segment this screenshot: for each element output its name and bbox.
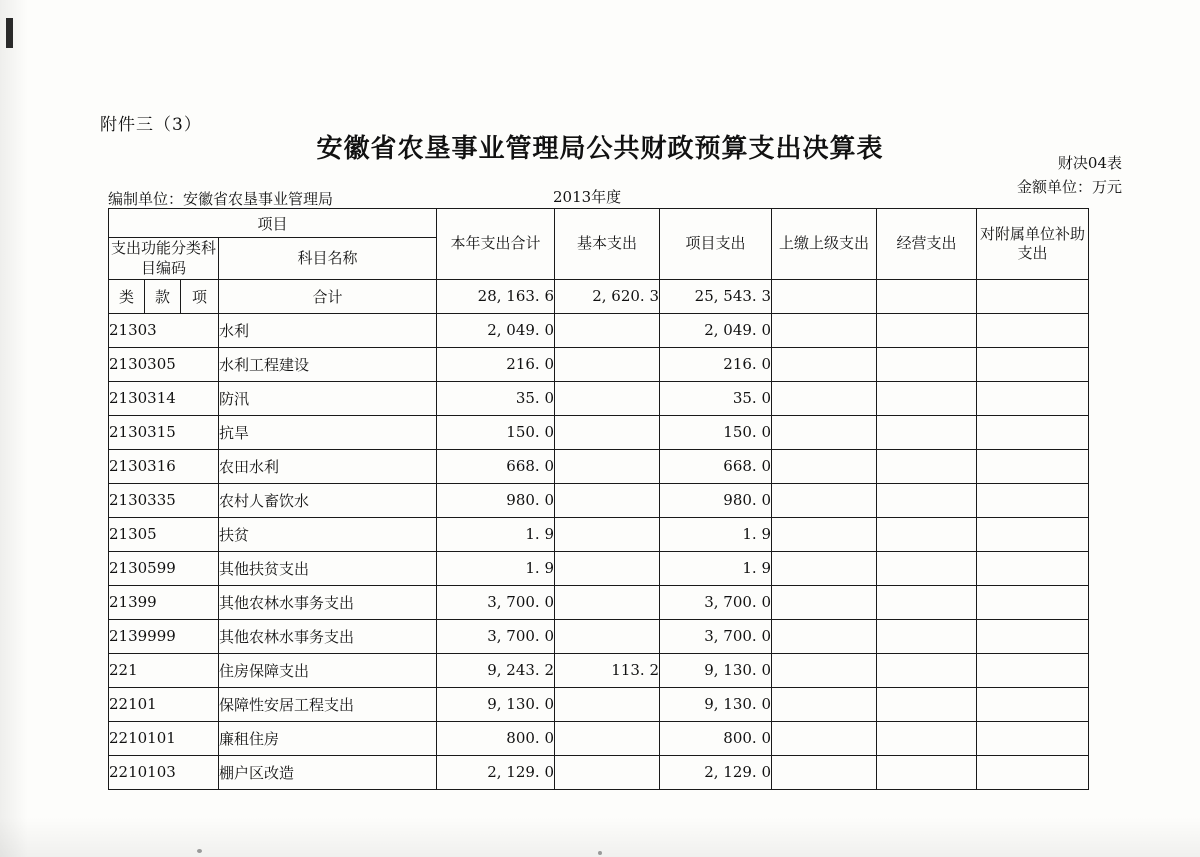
row-project: 150. 0 — [660, 415, 772, 449]
row-upper — [772, 551, 877, 585]
row-subsidy — [977, 415, 1089, 449]
row-basic — [555, 721, 660, 755]
row-subject-name: 保障性安居工程支出 — [219, 687, 437, 721]
attachment-label: 附件三（3） — [100, 115, 202, 135]
row-year-total: 9, 243. 2 — [437, 653, 555, 687]
row-operating — [877, 721, 977, 755]
row-year-total: 800. 0 — [437, 721, 555, 755]
row-subject-name: 防汛 — [219, 381, 437, 415]
row-project: 1. 9 — [660, 517, 772, 551]
row-subsidy — [977, 347, 1089, 381]
row-project: 800. 0 — [660, 721, 772, 755]
header-operating-expenditure: 经营支出 — [877, 209, 977, 280]
row-subject-name: 棚户区改造 — [219, 755, 437, 789]
row-project: 2, 129. 0 — [660, 755, 772, 789]
row-project: 2, 049. 0 — [660, 313, 772, 347]
row-code: 21305 — [109, 517, 219, 551]
row-upper — [772, 415, 877, 449]
row-subject-name: 扶贫 — [219, 517, 437, 551]
table-subheader-row — [109, 279, 1089, 313]
table-row — [109, 449, 1089, 483]
row-basic — [555, 313, 660, 347]
row-project: 3, 700. 0 — [660, 585, 772, 619]
row-project: 980. 0 — [660, 483, 772, 517]
row-operating — [877, 585, 977, 619]
total-year-total: 28, 163. 6 — [437, 279, 555, 313]
subheader-class: 类 — [109, 279, 145, 313]
table-row — [109, 313, 1089, 347]
row-upper — [772, 687, 877, 721]
row-subject-name: 水利 — [219, 313, 437, 347]
header-upper-level-expenditure: 上缴上级支出 — [772, 209, 877, 280]
scan-speck — [598, 851, 602, 855]
row-basic — [555, 585, 660, 619]
compiler-unit-label: 编制单位：安徽省农垦事业管理局 — [108, 190, 334, 208]
row-subsidy — [977, 449, 1089, 483]
row-code: 2210103 — [109, 755, 219, 789]
row-subject-name: 廉租住房 — [219, 721, 437, 755]
row-subject-name: 农田水利 — [219, 449, 437, 483]
table-row — [109, 415, 1089, 449]
table-row — [109, 619, 1089, 653]
row-year-total: 216. 0 — [437, 347, 555, 381]
row-project: 216. 0 — [660, 347, 772, 381]
row-basic: 113. 2 — [555, 653, 660, 687]
row-code: 2210101 — [109, 721, 219, 755]
row-basic — [555, 687, 660, 721]
row-basic — [555, 415, 660, 449]
row-upper — [772, 381, 877, 415]
fiscal-year-label: 2013年度 — [553, 188, 622, 206]
header-expenditure-code: 支出功能分类科目编码 — [109, 238, 219, 280]
row-subject-name: 其他农林水事务支出 — [219, 585, 437, 619]
row-year-total: 150. 0 — [437, 415, 555, 449]
row-subject-name: 抗旱 — [219, 415, 437, 449]
row-code: 2130316 — [109, 449, 219, 483]
row-operating — [877, 653, 977, 687]
table-row — [109, 381, 1089, 415]
table-row — [109, 721, 1089, 755]
header-year-total: 本年支出合计 — [437, 209, 555, 280]
row-year-total: 980. 0 — [437, 483, 555, 517]
row-year-total: 3, 700. 0 — [437, 619, 555, 653]
row-year-total: 35. 0 — [437, 381, 555, 415]
row-operating — [877, 313, 977, 347]
row-code: 2130305 — [109, 347, 219, 381]
table-row — [109, 483, 1089, 517]
row-operating — [877, 619, 977, 653]
header-subject-name: 科目名称 — [219, 238, 437, 280]
table-header-row-1 — [109, 209, 1089, 238]
row-basic — [555, 449, 660, 483]
total-subsidy — [977, 279, 1089, 313]
row-code: 2130599 — [109, 551, 219, 585]
budget-expenditure-table — [108, 208, 1089, 790]
row-basic — [555, 755, 660, 789]
row-upper — [772, 449, 877, 483]
table-row — [109, 687, 1089, 721]
row-subject-name: 其他农林水事务支出 — [219, 619, 437, 653]
row-subsidy — [977, 619, 1089, 653]
row-subsidy — [977, 517, 1089, 551]
row-project: 3, 700. 0 — [660, 619, 772, 653]
row-project: 9, 130. 0 — [660, 653, 772, 687]
row-subject-name: 水利工程建设 — [219, 347, 437, 381]
row-basic — [555, 619, 660, 653]
total-project: 25, 543. 3 — [660, 279, 772, 313]
row-subsidy — [977, 687, 1089, 721]
table-row — [109, 517, 1089, 551]
total-upper — [772, 279, 877, 313]
row-upper — [772, 347, 877, 381]
row-code: 2130335 — [109, 483, 219, 517]
table-body — [109, 313, 1089, 789]
row-code: 2139999 — [109, 619, 219, 653]
header-subsidy-expenditure: 对附属单位补助支出 — [977, 209, 1089, 280]
row-operating — [877, 347, 977, 381]
row-upper — [772, 755, 877, 789]
row-basic — [555, 551, 660, 585]
row-subsidy — [977, 585, 1089, 619]
row-subsidy — [977, 551, 1089, 585]
row-operating — [877, 449, 977, 483]
row-basic — [555, 483, 660, 517]
row-year-total: 1. 9 — [437, 517, 555, 551]
amount-unit-label: 金额单位：万元 — [1016, 178, 1122, 196]
row-operating — [877, 415, 977, 449]
table-row — [109, 755, 1089, 789]
row-upper — [772, 721, 877, 755]
row-subsidy — [977, 381, 1089, 415]
row-code: 21303 — [109, 313, 219, 347]
row-operating — [877, 381, 977, 415]
row-code: 22101 — [109, 687, 219, 721]
subheader-section: 款 — [145, 279, 181, 313]
row-year-total: 668. 0 — [437, 449, 555, 483]
row-subject-name: 农村人畜饮水 — [219, 483, 437, 517]
table-row — [109, 585, 1089, 619]
row-upper — [772, 517, 877, 551]
header-basic-expenditure: 基本支出 — [555, 209, 660, 280]
table-row — [109, 347, 1089, 381]
row-operating — [877, 483, 977, 517]
subheader-item: 项 — [181, 279, 219, 313]
table-row — [109, 551, 1089, 585]
row-operating — [877, 755, 977, 789]
page-title: 安徽省农垦事业管理局公共财政预算支出决算表 — [316, 134, 884, 164]
row-basic — [555, 517, 660, 551]
row-subsidy — [977, 721, 1089, 755]
form-code-label: 财决04表 — [1057, 154, 1122, 172]
table-row — [109, 653, 1089, 687]
row-subject-name: 其他扶贫支出 — [219, 551, 437, 585]
row-upper — [772, 483, 877, 517]
total-basic: 2, 620. 3 — [555, 279, 660, 313]
row-code: 21399 — [109, 585, 219, 619]
row-project: 1. 9 — [660, 551, 772, 585]
row-year-total: 2, 049. 0 — [437, 313, 555, 347]
row-project: 668. 0 — [660, 449, 772, 483]
row-upper — [772, 585, 877, 619]
row-upper — [772, 619, 877, 653]
header-project-expenditure: 项目支出 — [660, 209, 772, 280]
row-code: 221 — [109, 653, 219, 687]
scan-speck — [197, 849, 202, 853]
row-subsidy — [977, 313, 1089, 347]
row-operating — [877, 551, 977, 585]
row-code: 2130315 — [109, 415, 219, 449]
row-year-total: 2, 129. 0 — [437, 755, 555, 789]
row-year-total: 1. 9 — [437, 551, 555, 585]
row-basic — [555, 381, 660, 415]
row-subsidy — [977, 653, 1089, 687]
row-year-total: 9, 130. 0 — [437, 687, 555, 721]
row-year-total: 3, 700. 0 — [437, 585, 555, 619]
row-project: 9, 130. 0 — [660, 687, 772, 721]
row-operating — [877, 687, 977, 721]
total-operating — [877, 279, 977, 313]
row-project: 35. 0 — [660, 381, 772, 415]
row-subject-name: 住房保障支出 — [219, 653, 437, 687]
row-upper — [772, 313, 877, 347]
row-basic — [555, 347, 660, 381]
row-upper — [772, 653, 877, 687]
row-operating — [877, 517, 977, 551]
total-row-label: 合计 — [219, 279, 437, 313]
row-code: 2130314 — [109, 381, 219, 415]
header-group-item: 项目 — [109, 209, 437, 238]
row-subsidy — [977, 483, 1089, 517]
row-subsidy — [977, 755, 1089, 789]
